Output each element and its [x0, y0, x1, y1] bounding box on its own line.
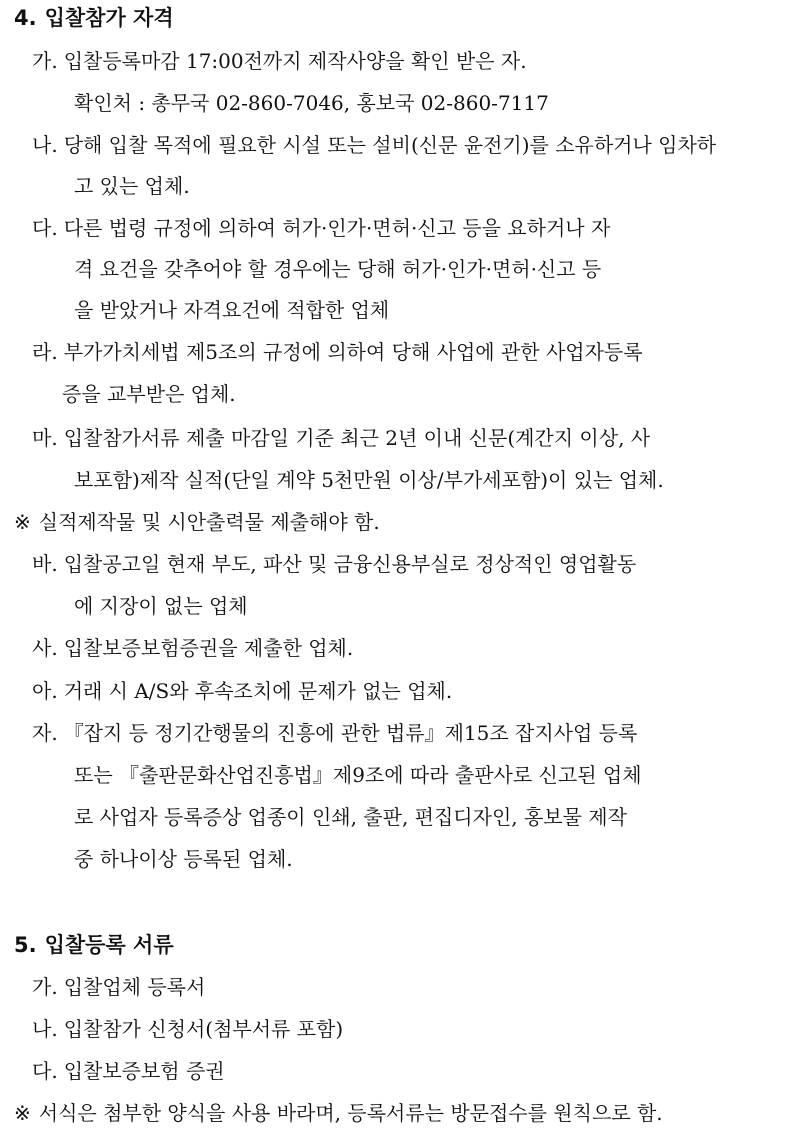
item-na-marker: 나.: [32, 133, 58, 157]
item-ja-line-2: 또는 『출판문화산업진흥법』제9조에 따라 출판사로 신고된 업체: [74, 763, 642, 787]
section-4-number: 4.: [14, 6, 37, 30]
item-ja-marker: 자.: [32, 721, 58, 745]
item-ba-line-1: 입찰공고일 현재 부도, 파산 및 금융신용부실로 정상적인 영업활동: [63, 552, 637, 576]
item-ba-marker: 바.: [32, 552, 58, 576]
item-na-line-1: 당해 입찰 목적에 필요한 시설 또는 설비(신문 윤전기)를 소유하거나 임차하: [63, 133, 717, 157]
section-5-title: 입찰등록 서류: [44, 933, 174, 957]
item-ga-marker: 가.: [32, 49, 58, 73]
note-forms: [14, 1099, 663, 1127]
item-da-line-3: 을 받았거나 자격요건에 적합한 업체: [74, 298, 390, 322]
item-na-line-2: 고 있는 업체.: [74, 174, 190, 198]
doc-item-na-marker: 나.: [32, 1017, 58, 1041]
item-ja: [32, 719, 637, 747]
item-ma-marker: 마.: [32, 426, 58, 450]
doc-item-da: [32, 1057, 225, 1085]
item-da: [32, 214, 610, 242]
note-performance-mark: ※: [14, 510, 31, 534]
doc-item-na-text: 입찰참가 신청서(첨부서류 포함): [63, 1017, 344, 1041]
note-forms-mark: ※: [14, 1101, 31, 1125]
item-ma-line-1: 입찰참가서류 제출 마감일 기준 최근 2년 이내 신문(계간지 이상, 사: [63, 426, 651, 450]
doc-item-da-text: 입찰보증보험 증권: [63, 1059, 225, 1083]
item-a-marker: 아.: [32, 679, 58, 703]
item-ra: [32, 338, 643, 366]
section-4-heading: [14, 4, 174, 32]
item-ra-line-1: 부가가치세법 제5조의 규정에 의하여 당해 사업에 관한 사업자등록: [63, 340, 643, 364]
item-ja-line-4: 중 하나이상 등록된 업체.: [74, 847, 293, 871]
item-ma: [32, 424, 650, 452]
section-5-number: 5.: [14, 933, 37, 957]
doc-item-ga: [32, 973, 205, 1001]
item-ga: [32, 47, 527, 75]
item-ja-line-1: 『잡지 등 정기간행물의 진흥에 관한 법류』제15조 잡지사업 등록: [63, 721, 638, 745]
item-a: [32, 677, 452, 705]
item-ba-line-2: 에 지장이 없는 업체: [74, 594, 248, 618]
doc-item-ga-text: 입찰업체 등록서: [63, 975, 206, 999]
item-da-line-1: 다른 법령 규정에 의하여 허가·인가·면허·신고 등을 요하거나 자: [63, 216, 611, 240]
doc-item-na: [32, 1015, 343, 1043]
note-performance: [14, 508, 380, 536]
item-ra-marker: 라.: [32, 340, 58, 364]
item-sa-line-1: 입찰보증보험증권을 제출한 업체.: [63, 636, 354, 660]
item-na: [32, 131, 716, 159]
item-sa-marker: 사.: [32, 636, 58, 660]
item-a-line-1: 거래 시 A/S와 후속조치에 문제가 없는 업체.: [63, 679, 453, 703]
item-sa: [32, 634, 353, 662]
section-5-heading: [14, 931, 174, 959]
item-ba: [32, 550, 636, 578]
item-ra-line-2: 증을 교부받은 업체.: [62, 382, 236, 406]
item-da-line-2: 격 요건을 갖추어야 할 경우에는 당해 허가·인가·면허·신고 등: [74, 257, 602, 281]
item-ga-line-1: 입찰등록마감 17:00전까지 제작사양을 확인 받은 자.: [63, 49, 527, 73]
item-da-marker: 다.: [32, 216, 58, 240]
doc-item-da-marker: 다.: [32, 1059, 58, 1083]
doc-item-ga-marker: 가.: [32, 975, 58, 999]
note-performance-text: 실적제작물 및 시안출력물 제출해야 함.: [38, 510, 380, 534]
item-ja-line-3: 로 사업자 등록증상 업종이 인쇄, 출판, 편집디자인, 홍보물 제작: [74, 805, 627, 829]
item-ma-line-2: 보포함)제작 실적(단일 계약 5천만원 이상/부가세포함)이 있는 업체.: [74, 468, 664, 492]
note-forms-text: 서식은 첨부한 양식을 사용 바라며, 등록서류는 방문접수를 원칙으로 함.: [38, 1101, 663, 1125]
section-4-title: 입찰참가 자격: [44, 6, 174, 30]
item-ga-line-2: 확인처 : 총무국 02-860-7046, 홍보국 02-860-7117: [74, 91, 549, 115]
